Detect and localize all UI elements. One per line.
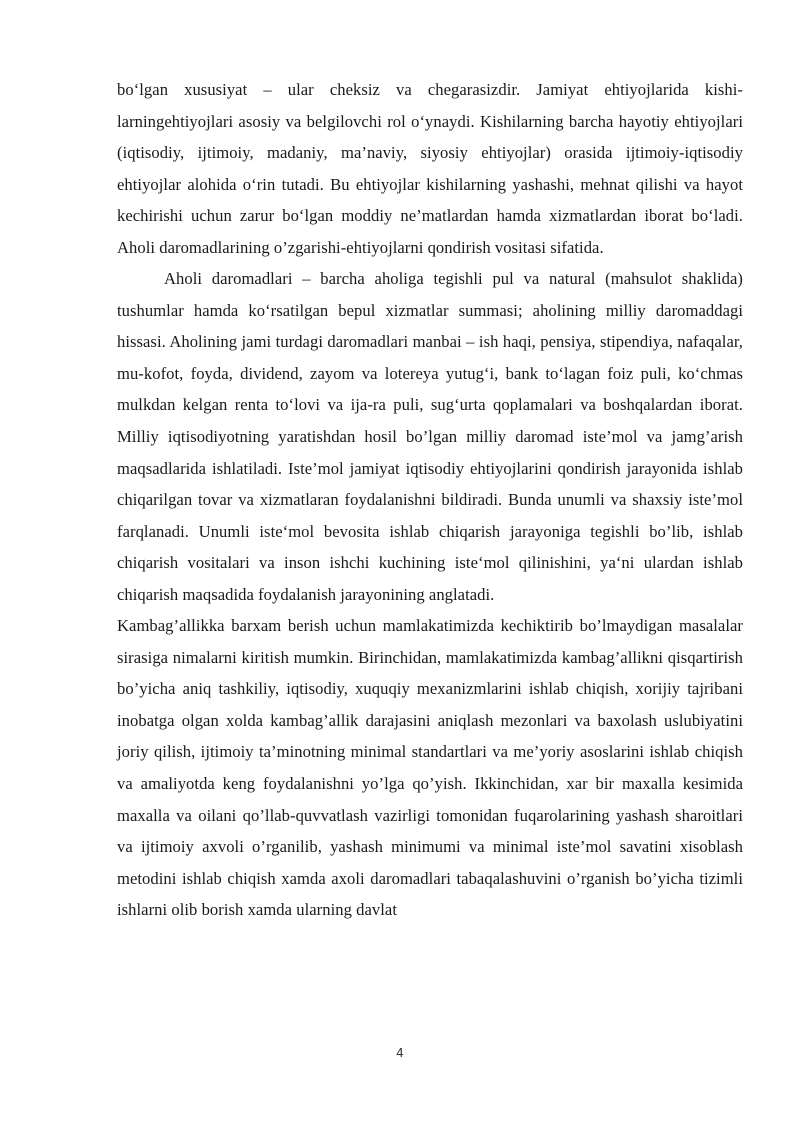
document-body (117, 74, 773, 926)
paragraph-3: Kambag’allikka barxam berish uchun mamlakatimizda kechiktirib bo’lmaydigan masalalar sirasiga nimalarni kiritish mumkin. Birinchidan, mamlakatimizda kambag’allikni qisqartirish bo’yicha aniq tashkiliy, iqtisodiy, xuquqiy mexanizmlarini ishlab chiqish, xorijiy tajribani inobatga olgan xolda kambag’allik darajasini aniqlash mezonlari va baxolash uslubiyatini joriy qilish, ijtimoiy ta’minotning minimal standartlari va me’yoriy asoslarini ishlab chiqish va amaliyotda keng foydalanishni yo’lga qo’yish. Ikkinchidan, xar bir maxalla kesimida maxalla va oilani qo’llab-quvvatlash vazirligi tomonidan fuqarolarining yashash sharoitlari va ijtimoiy axvoli o’rganilib, yashash minimumi va minimal iste’mol savatini xisoblash metodini ishlab chiqish xamda axoli daromadlari tabaqalashuvini o’rganish bo’yicha tizimli ishlarni olib borish xamda ularning davlat (117, 616, 743, 920)
page-number: 4 (396, 1046, 404, 1060)
paragraph-2: Aholi daromadlari – barcha aholiga tegishli pul va natural (mahsulot shaklida) tushumlar hamda ko‘rsatilgan bepul xizmatlar summasi; aholining milliy daromaddagi hissasi. Aholining jami turdagi daromadlari manbai – ish haqi, pensiya, stipendiya, nafaqalar, mu-kofot, foyda, dividend, zayom va lotereya yutug‘i, bank to‘lagan foiz puli, ko‘chmas mulkdan kelgan renta to‘lovi va ija-ra puli, sug‘urta qoplamalari va boshqalardan iborat. Milliy iqtisodiyotning yaratishdan hosil bo’lgan milliy daromad iste’mol va jamg’arish maqsadlarida ishlatiladi. Iste’mol jamiyat iqtisodiy ehtiyojlarini qondirish jarayonida ishlab chiqarilgan tovar va xizmatlaran foydalanishni bildiradi. Bunda unumli va shaxsiy iste’mol farqlanadi. Unumli iste‘mol bevosita ishlab chiqarish jarayoniga tegishli bo’lib, ishlab chiqarish vositalari va inson ishchi kuchining iste‘mol qilinishini, ya‘ni ulardan ishlab chiqarish maqsadida foydalanish jarayonining anglatadi. (117, 269, 773, 604)
paragraph-1: bo‘lgan xususiyat – ular cheksiz va chegarasizdir. Jamiyat ehtiyojlarida kishi-larningehtiyojlari asosiy va belgilovchi rol o‘ynaydi. Kishilarning barcha hayotiy ehtiyojlari (iqtisodiy, ijtimoiy, madaniy, ma’naviy, siyosiy ehtiyojlar) orasida ijtimoiy-iqtisodiy ehtiyojlar alohida o‘rin tutadi. Bu ehtiyojlar kishilarning yashashi, mehnat qilishi va hayot kechirishi uchun zarur bo‘lgan moddiy ne’matlardan hamda xizmatlardan iborat bo‘ladi. Aholi daromadlarining o’zgarishi-ehtiyojlarni qondirish vositasi sifatida. (117, 80, 743, 257)
